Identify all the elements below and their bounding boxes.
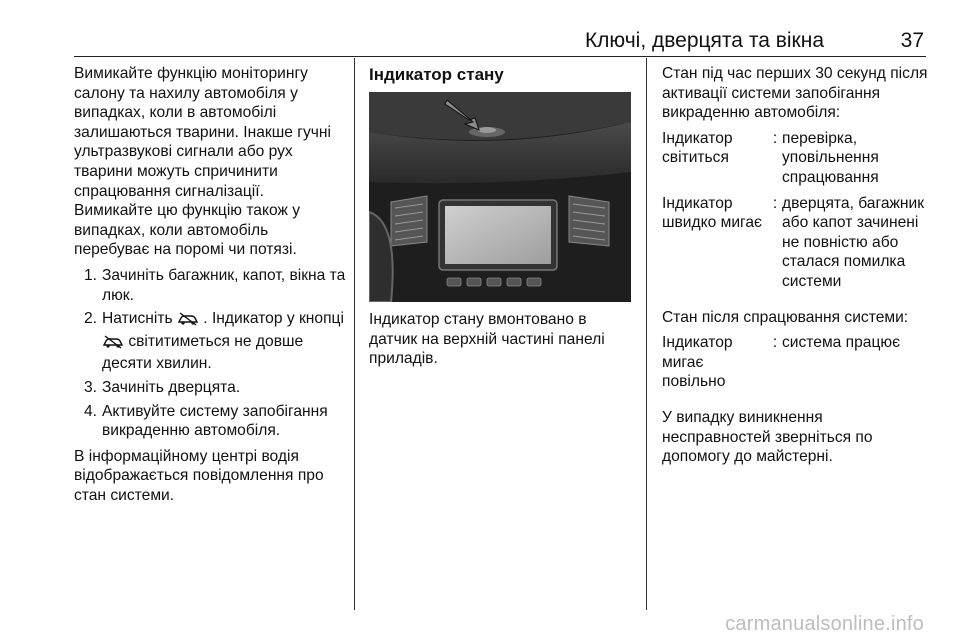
step-number: 2.: [84, 310, 98, 328]
photo-caption: Індикатор стану вмонтовано в датчик на верхній частині панелі приладів.: [369, 311, 605, 368]
table-row: [662, 129, 930, 194]
step-text-b: . Індикатор у кнопці: [203, 310, 344, 328]
status-table-initial: [662, 129, 930, 298]
step-number: 4.: [84, 402, 98, 420]
status-label: Індикатор швидко мигає: [662, 194, 763, 232]
step-text-a: Натисніть: [102, 310, 173, 328]
page-header: [0, 28, 960, 58]
header-rule: [74, 56, 926, 57]
page-number: 37: [900, 29, 924, 52]
intro-paragraph: Вимикайте функцію моніторингу салону та нахилу автомобіля у випадках, коли в автомобілі залишаються тварини. Інакше гучні ультразвукові сигнали або рух тварини можуть спричинити спрацювання сигналізації. Вимикайте цю функцію також у випадках, коли автомобіль перебуває на поромі чи потязі.: [74, 65, 331, 259]
outro-paragraph: В інформаційному центрі водія відображається повідомлення про стан системи.: [74, 447, 324, 504]
status-value: перевірка, уповільнення спрацювання: [782, 129, 879, 186]
service-paragraph: У випадку виникнення несправностей зверніться по допомогу до майстерні.: [662, 408, 873, 466]
status-separator: :: [772, 129, 778, 147]
steps-list: [74, 266, 346, 441]
status-separator: :: [772, 194, 778, 212]
step-number: 3.: [84, 378, 98, 396]
watermark-text: carmanualsonline.info: [725, 613, 924, 635]
step-number: 1.: [84, 266, 98, 284]
table-row: [662, 333, 930, 398]
status-value: дверцята, багажник або капот зачинені не повністю або сталася помилка системи: [782, 194, 925, 290]
vehicle-sensor-off-icon: [177, 312, 199, 332]
step-item: [74, 402, 346, 441]
status-label: Індикатор мигає повільно: [662, 334, 733, 391]
step-text: Активуйте систему запобігання викраденню автомобіля.: [102, 402, 328, 440]
section-title: Індикатор стану: [369, 65, 504, 84]
vehicle-sensor-off-icon: [102, 335, 124, 355]
step-item: [74, 378, 346, 398]
status-value: система працює: [782, 334, 901, 352]
page-title: Ключі, дверцята та вікна: [584, 29, 824, 52]
step-text-c: світитиметься не довше десяти хвилин.: [102, 332, 304, 373]
column-divider-right: [646, 58, 647, 610]
column-right: [662, 64, 930, 467]
status-label: Індикатор світиться: [662, 129, 733, 167]
column-middle: [369, 64, 637, 369]
column-divider-left: [354, 58, 355, 610]
step-item: [74, 266, 346, 305]
column-left: [74, 64, 346, 505]
status-intro-paragraph: Стан під час перших 30 секунд після активації системи запобігання викраденню автомобіля:: [662, 65, 928, 122]
table-row: [662, 194, 930, 298]
status-separator: :: [772, 334, 778, 352]
status-table-triggered: [662, 333, 930, 398]
step-item: [74, 309, 346, 374]
status-after-paragraph: Стан після спрацювання системи:: [662, 308, 909, 326]
step-text: Зачиніть дверцята.: [102, 378, 241, 396]
dashboard-status-led-photo: [369, 92, 631, 302]
step-text: Зачиніть багажник, капот, вікна та люк.: [102, 266, 346, 304]
